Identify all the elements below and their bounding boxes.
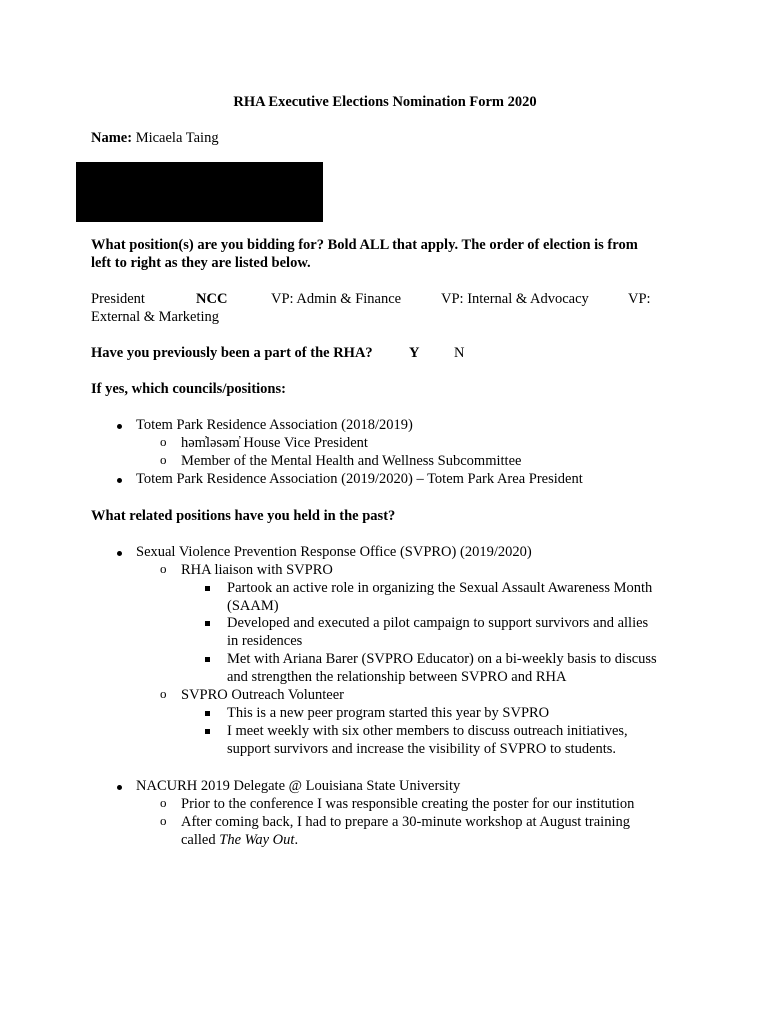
position-vp-external-a: VP:	[628, 291, 651, 307]
list-item-continuation: in residences	[227, 633, 303, 649]
sub-bullet-icon: o	[160, 561, 167, 576]
sub-bullet-icon: o	[160, 686, 167, 701]
list-item: Met with Ariana Barer (SVPRO Educator) on a bi-weekly basis to discuss	[227, 651, 657, 667]
related-question: What related positions have you held in the past?	[91, 508, 396, 524]
list-item: I meet weekly with six other members to discuss outreach initiatives,	[227, 723, 628, 739]
text-span: called	[181, 832, 220, 848]
square-bullet-icon	[205, 711, 210, 716]
sub-bullet-icon: o	[160, 434, 167, 449]
position-ncc: NCC	[196, 291, 228, 307]
sub-bullet-icon: o	[160, 813, 167, 828]
bullet-icon	[117, 424, 122, 429]
list-item-continuation	[181, 832, 298, 849]
list-item-continuation: and strengthen the relationship between SVPRO and RHA	[227, 669, 567, 685]
square-bullet-icon	[205, 621, 210, 626]
list-item: həm̓ləsəm̓ House Vice President	[181, 435, 368, 451]
name-row	[91, 130, 219, 147]
list-item-continuation: (SAAM)	[227, 598, 279, 614]
sub-bullet-icon: o	[160, 452, 167, 467]
list-item: SVPRO Outreach Volunteer	[181, 687, 344, 703]
sub-bullet-icon: o	[160, 795, 167, 810]
list-item: Partook an active role in organizing the Sexual Assault Awareness Month	[227, 580, 653, 596]
redaction-block	[76, 162, 323, 222]
option-yes: Y	[409, 345, 420, 361]
square-bullet-icon	[205, 657, 210, 662]
option-no: N	[454, 345, 465, 361]
list-item: This is a new peer program started this year by SVPRO	[227, 705, 550, 721]
page-title: RHA Executive Elections Nomination Form 2020	[233, 94, 537, 110]
position-president: President	[91, 291, 145, 307]
bullet-icon	[117, 551, 122, 556]
list-item: RHA liaison with SVPRO	[181, 562, 333, 578]
position-vp-external-b: External & Marketing	[91, 309, 220, 325]
position-vp-internal: VP: Internal & Advocacy	[441, 291, 589, 307]
list-item: After coming back, I had to prepare a 30-minute workshop at August training	[181, 814, 630, 830]
list-item: Totem Park Residence Association (2018/2019)	[136, 417, 413, 433]
square-bullet-icon	[205, 586, 210, 591]
square-bullet-icon	[205, 729, 210, 734]
text-span: .	[294, 832, 299, 848]
councils-question: If yes, which councils/positions:	[91, 381, 286, 397]
position-question-line1: What position(s) are you bidding for? Bold ALL that apply. The order of election is from	[91, 237, 638, 253]
list-item: Totem Park Residence Association (2019/2020) – Totem Park Area President	[136, 471, 583, 487]
list-item: NACURH 2019 Delegate @ Louisiana State University	[136, 778, 461, 794]
workshop-title: The Way Out	[219, 832, 295, 848]
list-item: Member of the Mental Health and Wellness Subcommittee	[181, 453, 522, 469]
list-item: Developed and executed a pilot campaign to support survivors and allies	[227, 615, 649, 631]
bullet-icon	[117, 785, 122, 790]
previous-question: Have you previously been a part of the RHA?	[91, 345, 373, 361]
list-item: Prior to the conference I was responsible creating the poster for our institution	[181, 796, 635, 812]
bullet-icon	[117, 478, 122, 483]
position-question-line2: left to right as they are listed below.	[91, 255, 311, 271]
list-item-continuation: support survivors and increase the visibility of SVPRO to students.	[227, 741, 617, 757]
name-value: Micaela Taing	[135, 130, 219, 146]
list-item: Sexual Violence Prevention Response Office (SVPRO) (2019/2020)	[136, 544, 532, 560]
position-vp-admin: VP: Admin & Finance	[271, 291, 402, 307]
name-label: Name:	[91, 130, 133, 146]
